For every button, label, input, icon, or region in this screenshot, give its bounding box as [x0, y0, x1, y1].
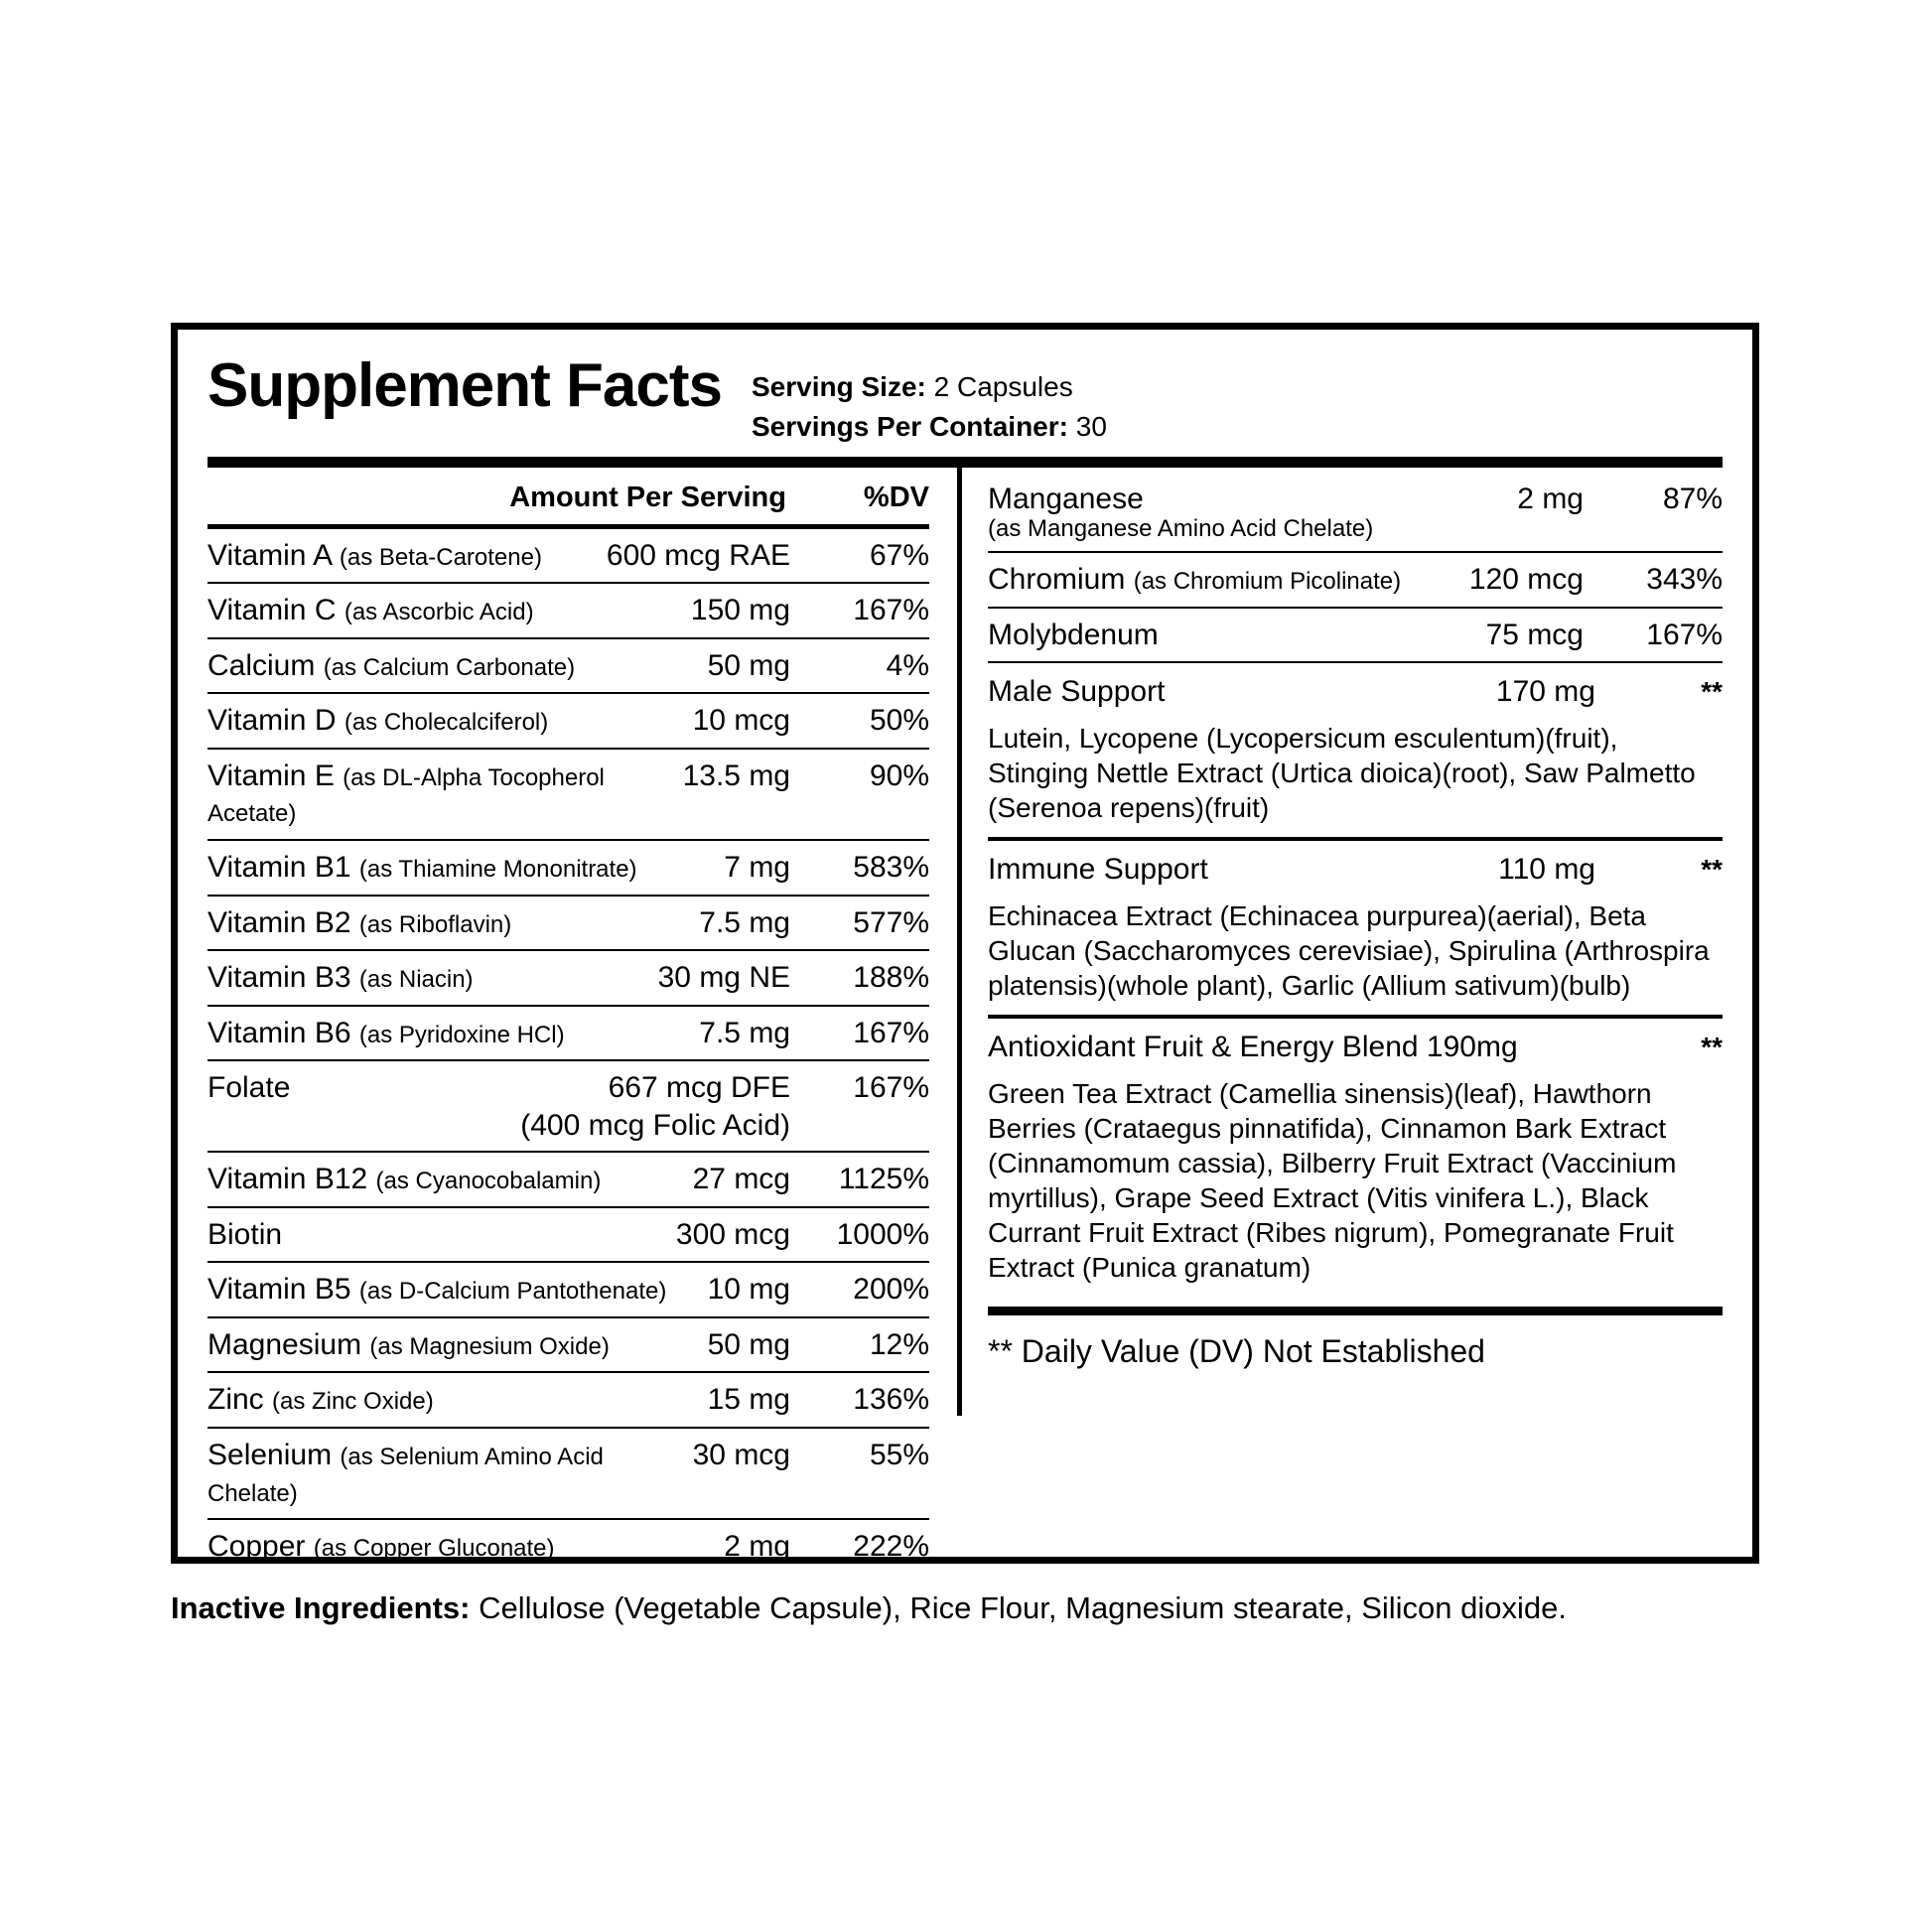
nutrient-name: Vitamin B1 (as Thiamine Mononitrate)	[207, 851, 637, 885]
blend-header	[988, 1019, 1723, 1070]
nutrient-source: (as DL-Alpha Tocopherol Acetate)	[207, 763, 605, 828]
blend-dv: **	[1701, 676, 1723, 708]
inactive-label: Inactive Ingredients:	[171, 1590, 471, 1625]
nutrient-source: (as Cyanocobalamin)	[375, 1168, 602, 1195]
right-column	[962, 468, 1752, 1416]
table-row	[207, 1007, 929, 1062]
nutrient-source: (as Cholecalciferol)	[344, 709, 549, 737]
blend-description: Green Tea Extract (Camellia sinensis)(leaf), Hawthorn Berries (Crataegus pinnatifida), Cinnamon Bark Extract (Cinnamomum cassia), Bilberry Fruit Extract (Vaccinium myrtillus), Grape Seed Extract (Vitis vinifera L.), Black Currant Fruit Extract (Ribes nigrum), Pomegranate Fruit Extract (Punica granatum)	[988, 1078, 1677, 1284]
servings-per-container-label: Servings Per Container:	[752, 410, 1068, 442]
inactive-ingredients	[171, 1588, 1799, 1628]
nutrient-name: Vitamin D (as Cholecalciferol)	[207, 704, 549, 738]
nutrient-amount: 75 mcg	[1485, 618, 1584, 651]
blend-description: Lutein, Lycopene (Lycopersicum esculentum)(fruit), Stinging Nettle Extract (Urtica dioica)(root), Saw Palmetto (Serenoa repens)(fruit)	[988, 715, 1723, 841]
nutrient-name: Vitamin B2 (as Riboflavin)	[207, 905, 512, 939]
blend-description: Echinacea Extract (Echinacea purpurea)(aerial), Beta Glucan (Saccharomyces cerevisiae), Spirulina (Arthrospira platensis)(whole plant), Garlic (Allium sativum)(bulb)	[988, 893, 1723, 1019]
nutrient-amount: 2 mg	[724, 1530, 790, 1564]
table-row	[207, 750, 929, 841]
nutrient-name: Vitamin A (as Beta-Carotene)	[207, 538, 542, 572]
table-row	[207, 584, 929, 639]
inactive-value: Cellulose (Vegetable Capsule), Rice Flour, Magnesium stearate, Silicon dioxide.	[479, 1590, 1567, 1625]
nutrient-source: (as Copper Gluconate)	[313, 1535, 555, 1563]
nutrient-name: Chromium (as Chromium Picolinate)	[988, 563, 1402, 597]
table-row	[988, 609, 1723, 664]
servings-per-container-line	[752, 407, 1107, 447]
nutrient-dv: 583%	[853, 851, 929, 885]
nutrient-name: Biotin	[207, 1217, 283, 1251]
nutrient-amount: 10 mg	[707, 1273, 790, 1307]
nutrient-name: Vitamin B5 (as D-Calcium Pantothenate)	[207, 1273, 667, 1307]
blend-name: Male Support	[988, 675, 1166, 709]
table-row	[207, 529, 929, 585]
nutrient-source: (as Chromium Picolinate)	[1133, 568, 1402, 596]
nutrient-name: Copper (as Copper Gluconate)	[207, 1530, 555, 1564]
nutrient-source: (as Niacin)	[358, 966, 474, 994]
nutrient-amount: 600 mcg RAE	[606, 538, 790, 572]
table-row	[207, 639, 929, 695]
nutrient-amount: 15 mg	[707, 1383, 790, 1417]
nutrient-dv: 4%	[886, 648, 929, 682]
nutrient-dv: 87%	[1662, 482, 1723, 515]
nutrient-amount: 2 mg	[1517, 482, 1584, 515]
table-row	[207, 1208, 929, 1264]
table-row	[207, 1373, 929, 1429]
serving-size-value: 2 Capsules	[933, 371, 1073, 402]
nutrient-dv: 167%	[1646, 618, 1723, 651]
nutrient-dv: 200%	[853, 1273, 929, 1307]
serving-info	[752, 353, 1107, 447]
nutrient-amount: 30 mg NE	[657, 961, 790, 995]
nutrient-source: (as Riboflavin)	[358, 910, 512, 938]
nutrient-amount: 10 mcg	[692, 704, 790, 738]
blend-header	[988, 663, 1723, 715]
nutrient-dv: 136%	[853, 1383, 929, 1417]
nutrient-amount: 27 mcg	[692, 1163, 790, 1196]
nutrient-source: (as Ascorbic Acid)	[344, 599, 534, 626]
table-row	[207, 1520, 929, 1568]
nutrient-amount: 667 mcg DFE	[608, 1071, 790, 1105]
nutrient-source: (as Beta-Carotene)	[339, 543, 542, 571]
nutrient-name: Molybdenum	[988, 618, 1159, 651]
nutrient-dv: 167%	[853, 594, 929, 627]
table-row	[207, 1429, 929, 1520]
blend-name: Immune Support	[988, 853, 1208, 887]
nutrient-amount: 300 mcg	[675, 1217, 790, 1251]
nutrient-name: Magnesium (as Magnesium Oxide)	[207, 1327, 610, 1361]
blend-dv: **	[1701, 1032, 1723, 1063]
nutrient-name: Vitamin C (as Ascorbic Acid)	[207, 594, 534, 627]
dv-footnote: ** Daily Value (DV) Not Established	[988, 1333, 1485, 1370]
left-column	[178, 468, 962, 1564]
nutrient-dv: 343%	[1646, 563, 1723, 597]
dv-header: %DV	[863, 481, 929, 513]
nutrient-dv: 1125%	[838, 1163, 929, 1196]
nutrient-name: Folate	[207, 1071, 291, 1105]
servings-per-container-value: 30	[1075, 410, 1107, 442]
nutrient-dv: 12%	[869, 1327, 929, 1361]
nutrient-name: Vitamin E (as DL-Alpha Tocopherol Acetate)	[207, 759, 605, 828]
nutrient-dv: 50%	[869, 704, 929, 738]
supplement-facts-panel	[171, 323, 1759, 1564]
blend-amount: 110 mg	[1498, 853, 1595, 887]
nutrient-name: Vitamin B6 (as Pyridoxine HCl)	[207, 1016, 565, 1049]
table-row	[207, 841, 929, 897]
nutrient-dv: 90%	[869, 759, 929, 792]
nutrient-amount: 50 mg	[707, 648, 790, 682]
nutrient-name: Manganese	[988, 482, 1144, 515]
blend-name: Antioxidant Fruit & Energy Blend 190mg	[988, 1031, 1518, 1064]
nutrient-source: (as Magnesium Oxide)	[369, 1332, 610, 1360]
nutrient-source: (as Thiamine Mononitrate)	[358, 856, 637, 884]
nutrient-dv: 167%	[853, 1016, 929, 1049]
table-row	[207, 1318, 929, 1374]
table-row	[207, 1153, 929, 1208]
nutrient-amount: 7 mg	[724, 851, 790, 885]
nutrient-name: Selenium (as Selenium Amino Acid Chelate)	[207, 1439, 604, 1507]
blend-header	[988, 841, 1723, 893]
table-row	[207, 1061, 929, 1109]
nutrient-source: (as Zinc Oxide)	[272, 1388, 434, 1416]
nutrient-name: Vitamin B12 (as Cyanocobalamin)	[207, 1163, 602, 1196]
panel-header	[178, 330, 1752, 447]
nutrient-amount: 7.5 mg	[699, 905, 790, 939]
nutrient-name: Calcium (as Calcium Carbonate)	[207, 648, 576, 682]
nutrient-name: Vitamin B3 (as Niacin)	[207, 961, 474, 995]
column-headers	[207, 468, 929, 529]
table-row	[207, 1263, 929, 1318]
facts-columns	[178, 468, 1752, 1564]
nutrient-dv: 188%	[853, 961, 929, 995]
table-row	[207, 951, 929, 1007]
nutrient-dv: 55%	[869, 1439, 929, 1471]
nutrient-amount: 150 mg	[690, 594, 790, 627]
nutrient-source: (as Selenium Amino Acid Chelate)	[207, 1444, 604, 1507]
serving-size-line	[752, 367, 1107, 407]
nutrient-amount: 120 mcg	[1468, 563, 1584, 597]
table-row	[988, 468, 1723, 520]
table-row	[207, 694, 929, 750]
table-row	[207, 897, 929, 952]
nutrient-amount: 50 mg	[707, 1327, 790, 1361]
nutrient-dv: 222%	[853, 1530, 929, 1564]
blend-dv: **	[1701, 854, 1723, 886]
footnote-divider	[988, 1307, 1723, 1315]
nutrient-amount: 7.5 mg	[699, 1016, 790, 1049]
nutrient-amount: 13.5 mg	[682, 759, 790, 792]
page-title: Supplement Facts	[207, 351, 722, 420]
nutrient-source: (as D-Calcium Pantothenate)	[358, 1278, 667, 1306]
nutrient-dv: 167%	[853, 1071, 929, 1105]
nutrient-amount: 30 mcg	[692, 1439, 790, 1471]
amount-per-serving-header: Amount Per Serving	[509, 481, 786, 513]
folate-secondary-amount: (400 mcg Folic Acid)	[207, 1109, 929, 1153]
manganese-source: (as Manganese Amino Acid Chelate)	[988, 515, 1723, 553]
nutrient-source: (as Pyridoxine HCl)	[358, 1021, 565, 1048]
blend-amount: 170 mg	[1495, 675, 1595, 709]
nutrient-dv: 1000%	[836, 1217, 929, 1251]
header-divider	[207, 457, 1723, 468]
table-row	[988, 553, 1723, 609]
nutrient-name: Zinc (as Zinc Oxide)	[207, 1383, 434, 1417]
nutrient-dv: 67%	[869, 538, 929, 572]
nutrient-dv: 577%	[853, 905, 929, 939]
nutrient-source: (as Calcium Carbonate)	[323, 653, 576, 681]
serving-size-label: Serving Size:	[752, 371, 926, 402]
